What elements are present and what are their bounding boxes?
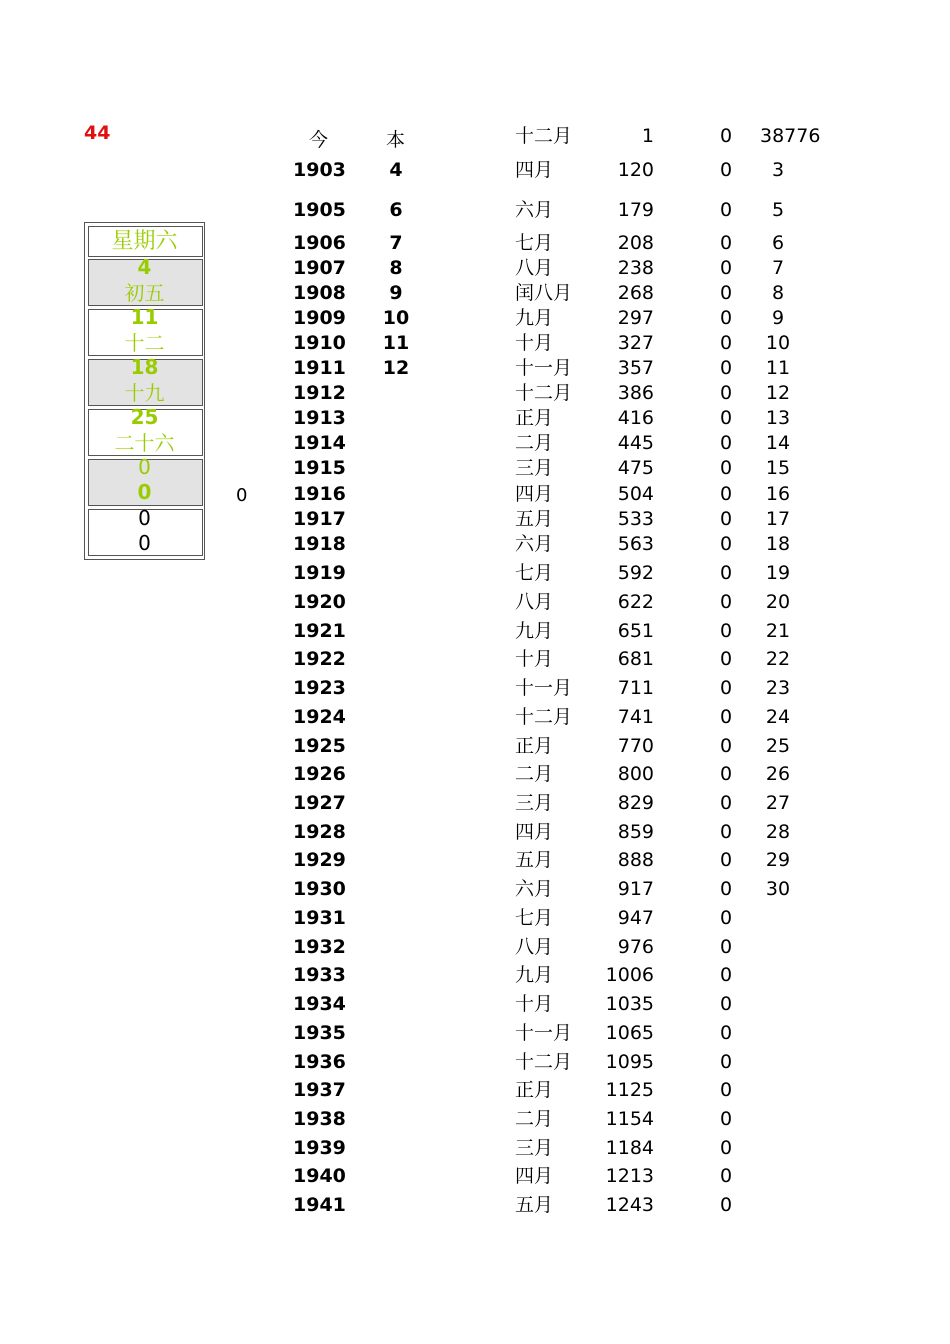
row-zero: 0 [719, 357, 733, 379]
top-row-value: 38776 [760, 125, 821, 147]
row-month: 九月 [515, 620, 554, 642]
calendar-lunar: 0 [138, 531, 151, 555]
row-year: 1921 [293, 620, 346, 642]
row-month: 二月 [515, 432, 554, 454]
table-row [0, 906, 950, 931]
row-zero: 0 [719, 282, 733, 304]
top-row-month: 十二月 [515, 125, 573, 147]
row-zero: 0 [719, 1194, 733, 1216]
table-row [0, 734, 950, 759]
row-zero: 0 [719, 620, 733, 642]
row-year: 1927 [293, 792, 346, 814]
row-seq: 22 [765, 648, 791, 670]
row-month: 二月 [515, 763, 554, 785]
row-year: 1935 [293, 1022, 346, 1044]
table-row [0, 820, 950, 845]
row-month: 六月 [515, 878, 554, 900]
calendar-lunar: 二十六 [114, 431, 175, 455]
row-zero: 0 [719, 849, 733, 871]
row-days: 711 [617, 677, 654, 699]
row-year: 1909 [293, 307, 346, 329]
row-days: 386 [617, 382, 654, 404]
table-row [0, 406, 950, 431]
row-days: 1184 [605, 1137, 654, 1159]
table-row [0, 1078, 950, 1103]
row-year: 1903 [293, 159, 346, 181]
row-number: 9 [389, 282, 403, 304]
table-row [0, 561, 950, 586]
row-year: 1914 [293, 432, 346, 454]
row-month: 四月 [515, 1165, 554, 1187]
row-year: 1919 [293, 562, 346, 584]
row-seq: 21 [765, 620, 791, 642]
row-zero: 0 [719, 382, 733, 404]
table-row [0, 356, 950, 381]
row-month: 八月 [515, 936, 554, 958]
row-seq: 13 [765, 407, 791, 429]
row-zero: 0 [719, 648, 733, 670]
table-row [0, 1193, 950, 1218]
row-month: 正月 [515, 407, 554, 429]
row-year: 1940 [293, 1165, 346, 1187]
table-row [0, 705, 950, 730]
calendar-day: 11 [130, 305, 159, 329]
row-zero: 0 [719, 483, 733, 505]
row-zero: 0 [719, 232, 733, 254]
row-month: 七月 [515, 562, 554, 584]
row-month: 四月 [515, 821, 554, 843]
row-zero: 0 [719, 1165, 733, 1187]
row-days: 917 [617, 878, 654, 900]
row-year: 1916 [293, 483, 346, 505]
row-days: 268 [617, 282, 654, 304]
top-row-zero: 0 [719, 125, 733, 147]
table-row [0, 306, 950, 331]
row-month: 三月 [515, 457, 554, 479]
row-year: 1915 [293, 457, 346, 479]
top-row-days: 1 [641, 125, 654, 147]
row-zero: 0 [719, 199, 733, 221]
table-row [0, 590, 950, 615]
row-year: 1936 [293, 1051, 346, 1073]
row-days: 1213 [605, 1165, 654, 1187]
row-year: 1923 [293, 677, 346, 699]
table-row [0, 619, 950, 644]
row-month: 二月 [515, 1108, 554, 1130]
row-days: 770 [617, 735, 654, 757]
row-seq: 19 [765, 562, 791, 584]
row-year: 1908 [293, 282, 346, 304]
table-row [0, 331, 950, 356]
row-days: 829 [617, 792, 654, 814]
row-month: 十二月 [515, 706, 573, 728]
row-month: 十月 [515, 993, 554, 1015]
row-month: 六月 [515, 199, 554, 221]
row-year: 1910 [293, 332, 346, 354]
table-row [0, 1021, 950, 1046]
row-year: 1922 [293, 648, 346, 670]
row-zero: 0 [719, 1108, 733, 1130]
row-number: 6 [389, 199, 403, 221]
row-seq: 24 [765, 706, 791, 728]
row-days: 888 [617, 849, 654, 871]
header-ben: 本 [386, 129, 406, 151]
row-year: 1906 [293, 232, 346, 254]
row-year: 1934 [293, 993, 346, 1015]
row-year: 1924 [293, 706, 346, 728]
row-year: 1912 [293, 382, 346, 404]
row-zero: 0 [719, 964, 733, 986]
row-zero: 0 [719, 993, 733, 1015]
row-year: 1926 [293, 763, 346, 785]
top-left-value: 44 [84, 122, 111, 144]
row-month: 七月 [515, 232, 554, 254]
row-seq: 18 [765, 533, 791, 555]
table-row [0, 1107, 950, 1132]
row-year: 1913 [293, 407, 346, 429]
row-zero: 0 [719, 407, 733, 429]
row-month: 八月 [515, 591, 554, 613]
row-seq: 26 [765, 763, 791, 785]
row-number: 11 [382, 332, 410, 354]
table-row [0, 198, 950, 223]
row-zero: 0 [719, 1022, 733, 1044]
row-days: 859 [617, 821, 654, 843]
row-zero: 0 [719, 735, 733, 757]
row-zero: 0 [719, 562, 733, 584]
row-seq: 3 [771, 159, 785, 181]
row-seq: 8 [771, 282, 785, 304]
calendar-day: 0 [138, 455, 151, 479]
row-year: 1933 [293, 964, 346, 986]
table-row [0, 1136, 950, 1161]
row-number: 7 [389, 232, 403, 254]
table-row [0, 877, 950, 902]
table-row [0, 281, 950, 306]
table-row [0, 762, 950, 787]
row-seq: 27 [765, 792, 791, 814]
row-days: 651 [617, 620, 654, 642]
row-number: 10 [382, 307, 410, 329]
row-year: 1928 [293, 821, 346, 843]
row-days: 120 [617, 159, 654, 181]
table-row [0, 256, 950, 281]
table-row [0, 992, 950, 1017]
row-year: 1929 [293, 849, 346, 871]
top-row [0, 124, 950, 149]
row-month: 五月 [515, 1194, 554, 1216]
row-days: 622 [617, 591, 654, 613]
row-seq: 6 [771, 232, 785, 254]
row-month: 四月 [515, 483, 554, 505]
table-row [0, 482, 950, 507]
row-month: 三月 [515, 1137, 554, 1159]
row-days: 741 [617, 706, 654, 728]
row-month: 九月 [515, 307, 554, 329]
table-row [0, 848, 950, 873]
table-row [0, 507, 950, 532]
row-days: 179 [617, 199, 654, 221]
row-year: 1930 [293, 878, 346, 900]
table-row [0, 381, 950, 406]
row-days: 475 [617, 457, 654, 479]
row-days: 208 [617, 232, 654, 254]
row-seq: 7 [771, 257, 785, 279]
row-year: 1918 [293, 533, 346, 555]
row-seq: 5 [771, 199, 785, 221]
row-seq: 15 [765, 457, 791, 479]
row-zero: 0 [719, 432, 733, 454]
row-zero: 0 [719, 821, 733, 843]
row-month: 十一月 [515, 1022, 573, 1044]
row-zero: 0 [719, 332, 733, 354]
row-days: 1006 [605, 964, 654, 986]
row-zero: 0 [719, 878, 733, 900]
row-number: 4 [389, 159, 403, 181]
row-days: 533 [617, 508, 654, 530]
row-days: 681 [617, 648, 654, 670]
table-row [0, 456, 950, 481]
row-month: 十二月 [515, 1051, 573, 1073]
row-days: 1243 [605, 1194, 654, 1216]
row-zero: 0 [719, 1137, 733, 1159]
row-days: 504 [617, 483, 654, 505]
row-seq: 12 [765, 382, 791, 404]
row-month: 正月 [515, 1079, 554, 1101]
row-year: 1939 [293, 1137, 346, 1159]
row-zero: 0 [719, 591, 733, 613]
row-days: 1125 [605, 1079, 654, 1101]
row-month: 三月 [515, 792, 554, 814]
row-days: 1095 [605, 1051, 654, 1073]
table-row [0, 158, 950, 183]
calendar-day: 4 [137, 255, 152, 279]
header-jin: 今 [309, 129, 329, 151]
calendar-day: 25 [130, 405, 159, 429]
row-days: 238 [617, 257, 654, 279]
row-zero: 0 [719, 1079, 733, 1101]
row-seq: 17 [765, 508, 791, 530]
row-year: 1920 [293, 591, 346, 613]
row-year: 1911 [293, 357, 346, 379]
table-row [0, 676, 950, 701]
calendar-weekday: 星期六 [111, 229, 178, 254]
row-zero: 0 [719, 936, 733, 958]
row-month: 四月 [515, 159, 554, 181]
row-seq: 29 [765, 849, 791, 871]
row-year: 1925 [293, 735, 346, 757]
row-zero: 0 [719, 257, 733, 279]
row-year: 1932 [293, 936, 346, 958]
table-row [0, 532, 950, 557]
row-seq: 16 [765, 483, 791, 505]
table-row [0, 935, 950, 960]
row-seq: 14 [765, 432, 791, 454]
row-month: 十月 [515, 648, 554, 670]
row-year: 1938 [293, 1108, 346, 1130]
row-zero: 0 [719, 792, 733, 814]
row-year: 1917 [293, 508, 346, 530]
row-days: 1154 [605, 1108, 654, 1130]
calendar-lunar: 0 [137, 480, 152, 504]
table-row [0, 431, 950, 456]
row-days: 976 [617, 936, 654, 958]
row-seq: 23 [765, 677, 791, 699]
table-row [0, 791, 950, 816]
row-days: 445 [617, 432, 654, 454]
row-month: 五月 [515, 508, 554, 530]
row-zero: 0 [719, 677, 733, 699]
row-month: 十月 [515, 332, 554, 354]
row-month: 八月 [515, 257, 554, 279]
row-year: 1937 [293, 1079, 346, 1101]
table-row [0, 1164, 950, 1189]
row-days: 357 [617, 357, 654, 379]
row-month: 正月 [515, 735, 554, 757]
row-seq: 25 [765, 735, 791, 757]
calendar-day: 0 [138, 506, 151, 530]
row-number: 8 [389, 257, 403, 279]
row-zero: 0 [719, 1051, 733, 1073]
row-month: 九月 [515, 964, 554, 986]
row-days: 327 [617, 332, 654, 354]
row-year: 1907 [293, 257, 346, 279]
row-month: 五月 [515, 849, 554, 871]
row-days: 563 [617, 533, 654, 555]
row-seq: 11 [765, 357, 791, 379]
calendar-lunar: 十九 [124, 381, 165, 405]
row-days: 592 [617, 562, 654, 584]
row-zero: 0 [719, 907, 733, 929]
row-days: 297 [617, 307, 654, 329]
table-row [0, 1050, 950, 1075]
calendar-lunar: 初五 [124, 281, 165, 305]
row-zero: 0 [719, 307, 733, 329]
row-days: 1035 [605, 993, 654, 1015]
calendar-lunar: 十二 [124, 331, 165, 355]
table-row [0, 963, 950, 988]
table-row [0, 231, 950, 256]
row-month: 十二月 [515, 382, 573, 404]
row-seq: 20 [765, 591, 791, 613]
row-zero: 0 [719, 508, 733, 530]
row-seq: 9 [771, 307, 785, 329]
row-zero: 0 [719, 706, 733, 728]
row-zero: 0 [719, 457, 733, 479]
row-month: 六月 [515, 533, 554, 555]
row-month: 七月 [515, 907, 554, 929]
row-days: 1065 [605, 1022, 654, 1044]
row-days: 416 [617, 407, 654, 429]
side-zero: 0 [236, 485, 248, 506]
row-year: 1941 [293, 1194, 346, 1216]
row-number: 12 [382, 357, 410, 379]
row-month: 十一月 [515, 357, 573, 379]
row-year: 1931 [293, 907, 346, 929]
row-zero: 0 [719, 763, 733, 785]
row-seq: 10 [765, 332, 791, 354]
calendar-day: 18 [130, 355, 159, 379]
row-seq: 30 [765, 878, 791, 900]
row-days: 800 [617, 763, 654, 785]
row-year: 1905 [293, 199, 346, 221]
row-days: 947 [617, 907, 654, 929]
row-zero: 0 [719, 159, 733, 181]
row-month: 十一月 [515, 677, 573, 699]
row-seq: 28 [765, 821, 791, 843]
row-month: 闰八月 [515, 282, 573, 304]
table-row [0, 647, 950, 672]
row-zero: 0 [719, 533, 733, 555]
